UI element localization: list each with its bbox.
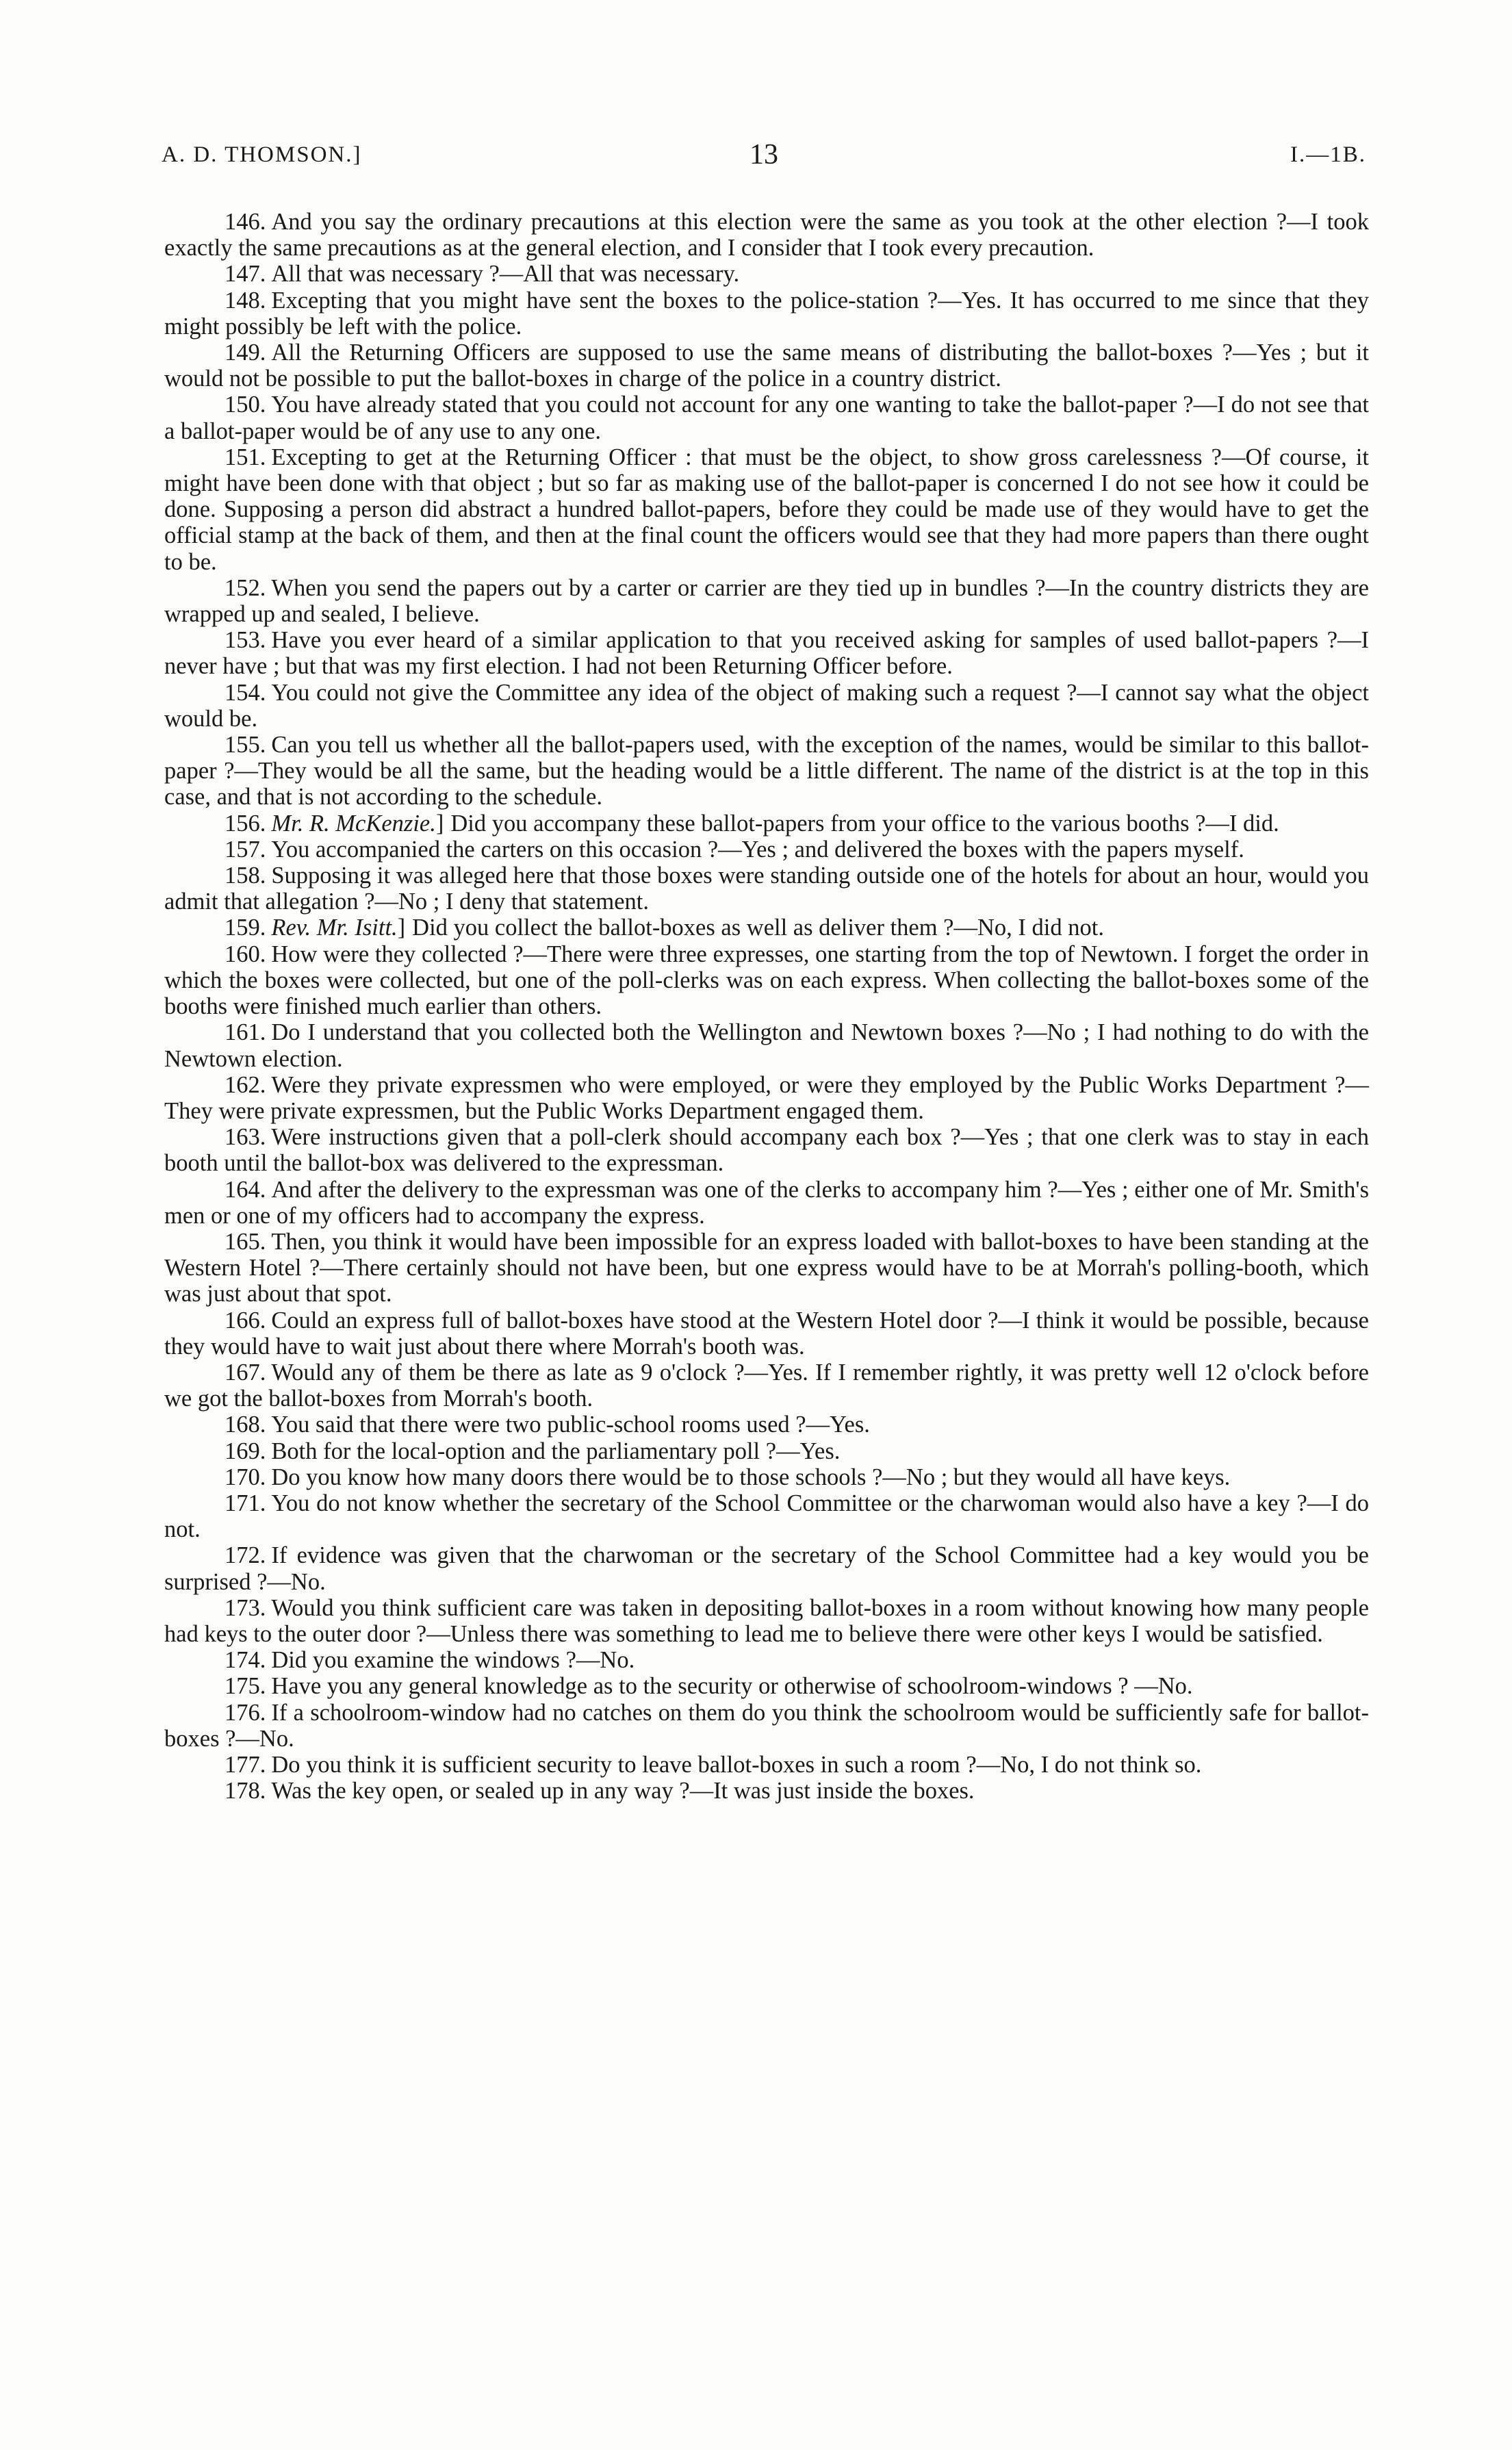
question-and-answer-text: Would any of them be there as late as 9 o'clock ?—Yes. If I remember rightly, it was pretty well 12 o'clock before we got the ballot-boxes from Morrah's booth.	[164, 1359, 1369, 1412]
question-and-answer-text: Have you any general knowledge as to the security or otherwise of schoolroom-windows ? —No.	[271, 1673, 1193, 1700]
question-number: 167.	[225, 1359, 266, 1386]
question-and-answer-text: Do you know how many doors there would be to those schools ?—No ; but they would all have keys.	[271, 1464, 1231, 1490]
page-header	[162, 139, 1366, 177]
question-and-answer-text: Did you collect the ballot-boxes as well as deliver them ?—No, I did not.	[412, 915, 1104, 941]
testimony-paragraph	[164, 915, 1369, 941]
question-and-answer-text: Were instructions given that a poll-clerk should accompany each box ?—Yes ; that one clerk was to stay in each booth until the ballot-box was delivered to the expressman.	[164, 1124, 1369, 1177]
testimony-paragraph	[164, 575, 1369, 627]
question-and-answer-text: Could an express full of ballot-boxes have stood at the Western Hotel door ?—I think it would be possible, because they would have to wait just about there where Morrah's booth was.	[164, 1307, 1369, 1360]
question-and-answer-text: How were they collected ?—There were three expresses, one starting from the top of Newtown. I forget the order in which the boxes were collected, but one of the poll-clerks was on each express. When collecting the ballot-boxes some of the booths were finished much earlier than others.	[164, 941, 1369, 1020]
question-and-answer-text: Were they private expressmen who were employed, or were they employed by the Public Works Department ?—They were private expressmen, but the Public Works Department engaged them.	[164, 1071, 1369, 1124]
question-and-answer-text: Do I understand that you collected both the Wellington and Newtown boxes ?—No ; I had nothing to do with the Newtown election.	[164, 1019, 1369, 1072]
question-number: 176.	[225, 1699, 266, 1726]
testimony-paragraph	[164, 1360, 1369, 1412]
question-number: 170.	[225, 1464, 266, 1490]
testimony-paragraph	[164, 1072, 1369, 1124]
testimony-paragraph	[164, 837, 1369, 863]
testimony-paragraph	[164, 1595, 1369, 1647]
testimony-paragraph	[164, 288, 1369, 340]
question-number: 146.	[225, 209, 266, 235]
question-and-answer-text: Then, you think it would have been impossible for an express loaded with ballot-boxes to have been standing at the Western Hotel ?—There certainly should not have been, but one express would have to be at Morrah's polling-booth, which was just about that spot.	[164, 1228, 1369, 1307]
question-number: 158.	[225, 863, 266, 889]
question-and-answer-text: Would you think sufficient care was taken in depositing ballot-boxes in a room without knowing how many people had keys to the outer door ?—Unless there was something to lead me to believe there were other keys I would be satisfied.	[164, 1594, 1369, 1647]
testimony-paragraph	[164, 1177, 1369, 1229]
question-number: 178.	[225, 1778, 266, 1804]
question-number: 166.	[225, 1307, 266, 1334]
question-number: 165.	[225, 1228, 266, 1255]
question-number: 174.	[225, 1647, 266, 1674]
testimony-paragraph	[164, 1438, 1369, 1464]
question-number: 173.	[225, 1594, 266, 1621]
question-and-answer-text: If evidence was given that the charwoman or the secretary of the School Committee had a key would you be surprised ?—No.	[164, 1542, 1369, 1595]
question-and-answer-text: Did you examine the windows ?—No.	[271, 1647, 635, 1674]
question-number: 154.	[225, 679, 266, 706]
question-number: 172.	[225, 1542, 266, 1569]
question-number: 168.	[225, 1412, 266, 1438]
testimony-paragraph	[164, 1490, 1369, 1542]
question-and-answer-text: And you say the ordinary precautions at this election were the same as you took at the other election ?—I took exactly the same precautions as at the general election, and I consider that I took every precaution.	[164, 209, 1369, 261]
testimony-paragraph	[164, 340, 1369, 392]
testimony-paragraph	[164, 1307, 1369, 1360]
header-witness-name: A. D. THOMSON.]	[162, 142, 362, 167]
question-and-answer-text: All that was necessary ?—All that was necessary.	[271, 261, 740, 288]
testimony-paragraph	[164, 444, 1369, 575]
question-and-answer-text: Can you tell us whether all the ballot-papers used, with the exception of the names, would be similar to this ballot-paper ?—They would be all the same, but the heading would be a little different. The name of the district is at the top in this case, and that is not according to the schedule.	[164, 732, 1369, 811]
question-number: 153.	[225, 627, 266, 654]
question-and-answer-text: All the Returning Officers are supposed to use the same means of distributing the ballot-boxes ?—Yes ; but it would not be possible to put the ballot-boxes in charge of the police in a country district.	[164, 340, 1369, 392]
testimony-paragraph	[164, 680, 1369, 732]
question-number: 162.	[225, 1071, 266, 1098]
testimony-paragraph	[164, 1542, 1369, 1594]
testimony-paragraph	[164, 1229, 1369, 1307]
question-and-answer-text: Have you ever heard of a similar application to that you received asking for samples of used ballot-papers ?—I never have ; but that was my first election. I had not been Returning Officer before.	[164, 627, 1369, 680]
testimony-paragraph	[164, 941, 1369, 1020]
testimony-paragraph	[164, 1019, 1369, 1071]
testimony-paragraph	[164, 1673, 1369, 1699]
header-reference: I.—1B.	[1290, 142, 1366, 167]
testimony-paragraph	[164, 1752, 1369, 1778]
testimony-paragraph	[164, 1647, 1369, 1673]
testimony-paragraph	[164, 1464, 1369, 1490]
testimony-body	[164, 209, 1369, 1804]
testimony-paragraph	[164, 1412, 1369, 1438]
testimony-paragraph	[164, 863, 1369, 915]
testimony-paragraph	[164, 1124, 1369, 1176]
testimony-paragraph	[164, 1778, 1369, 1804]
testimony-paragraph	[164, 392, 1369, 444]
testimony-paragraph	[164, 627, 1369, 679]
speaker-attribution	[271, 915, 412, 941]
question-number: 157.	[225, 836, 266, 863]
question-number: 148.	[225, 287, 266, 314]
question-and-answer-text: You do not know whether the secretary of the School Committee or the charwoman would also have a key ?—I do not.	[164, 1490, 1369, 1543]
question-and-answer-text: Did you accompany these ballot-papers from your office to the various booths ?—I did.	[450, 810, 1279, 837]
question-number: 175.	[225, 1673, 266, 1700]
question-and-answer-text: When you send the papers out by a carter or carrier are they tied up in bundles ?—In the country districts they are wrapped up and sealed, I believe.	[164, 574, 1369, 628]
question-and-answer-text: You accompanied the carters on this occasion ?—Yes ; and delivered the boxes with the papers myself.	[271, 836, 1244, 863]
speaker-attribution	[271, 811, 450, 837]
speaker-name: Rev. Mr. Isitt.	[271, 915, 398, 941]
question-and-answer-text: Supposing it was alleged here that those boxes were standing outside one of the hotels for about an hour, would you admit that allegation ?—No ; I deny that statement.	[164, 863, 1369, 915]
question-and-answer-text: You have already stated that you could not account for any one wanting to take the ballot-paper ?—I do not see that a ballot-paper would be of any use to any one.	[164, 392, 1369, 444]
question-and-answer-text: Excepting that you might have sent the boxes to the police-station ?—Yes. It has occurred to me since that they might possibly be left with the police.	[164, 287, 1369, 340]
question-number: 161.	[225, 1019, 266, 1046]
question-number: 150.	[225, 392, 266, 418]
question-number: 156.	[225, 810, 266, 837]
question-and-answer-text: And after the delivery to the expressman was one of the clerks to accompany him ?—Yes ; either one of Mr. Smith's men or one of my officers had to accompany the express.	[164, 1176, 1369, 1229]
question-number: 147.	[225, 261, 266, 288]
question-number: 149.	[225, 340, 266, 366]
question-number: 159.	[225, 915, 266, 941]
question-number: 151.	[225, 444, 266, 470]
question-and-answer-text: Excepting to get at the Returning Officer : that must be the object, to show gross carelessness ?—Of course, it might have been done with that object ; but so far as making use of the ballot-paper is concerned I do not see how it could be done. Supposing a person did abstract a hundred ballot-papers, before they could be made use of they would have to get the official stamp at the back of them, and then at the final count the officers would see that they had more papers than there ought to be.	[164, 444, 1369, 575]
speaker-name: Mr. R. McKenzie.	[271, 810, 436, 837]
question-number: 160.	[225, 941, 266, 967]
testimony-paragraph	[164, 1700, 1369, 1752]
testimony-paragraph	[164, 209, 1369, 261]
question-number: 171.	[225, 1490, 266, 1516]
question-number: 164.	[225, 1176, 266, 1203]
question-and-answer-text: Both for the local-option and the parliamentary poll ?—Yes.	[271, 1438, 841, 1464]
testimony-paragraph	[164, 811, 1369, 837]
question-and-answer-text: You could not give the Committee any idea of the object of making such a request ?—I cannot say what the object would be.	[164, 679, 1369, 732]
question-and-answer-text: Was the key open, or sealed up in any way ?—It was just inside the boxes.	[271, 1778, 975, 1804]
testimony-paragraph	[164, 732, 1369, 811]
question-number: 163.	[225, 1124, 266, 1151]
question-number: 152.	[225, 574, 266, 601]
page-number: 13	[749, 139, 778, 170]
testimony-paragraph	[164, 261, 1369, 287]
question-number: 155.	[225, 732, 266, 758]
question-and-answer-text: Do you think it is sufficient security to leave ballot-boxes in such a room ?—No, I do not think so.	[271, 1751, 1202, 1778]
question-number: 177.	[225, 1751, 266, 1778]
question-and-answer-text: If a schoolroom-window had no catches on them do you think the schoolroom would be sufficiently safe for ballot-boxes ?—No.	[164, 1699, 1369, 1752]
question-and-answer-text: You said that there were two public-school rooms used ?—Yes.	[271, 1412, 870, 1438]
question-number: 169.	[225, 1438, 266, 1464]
